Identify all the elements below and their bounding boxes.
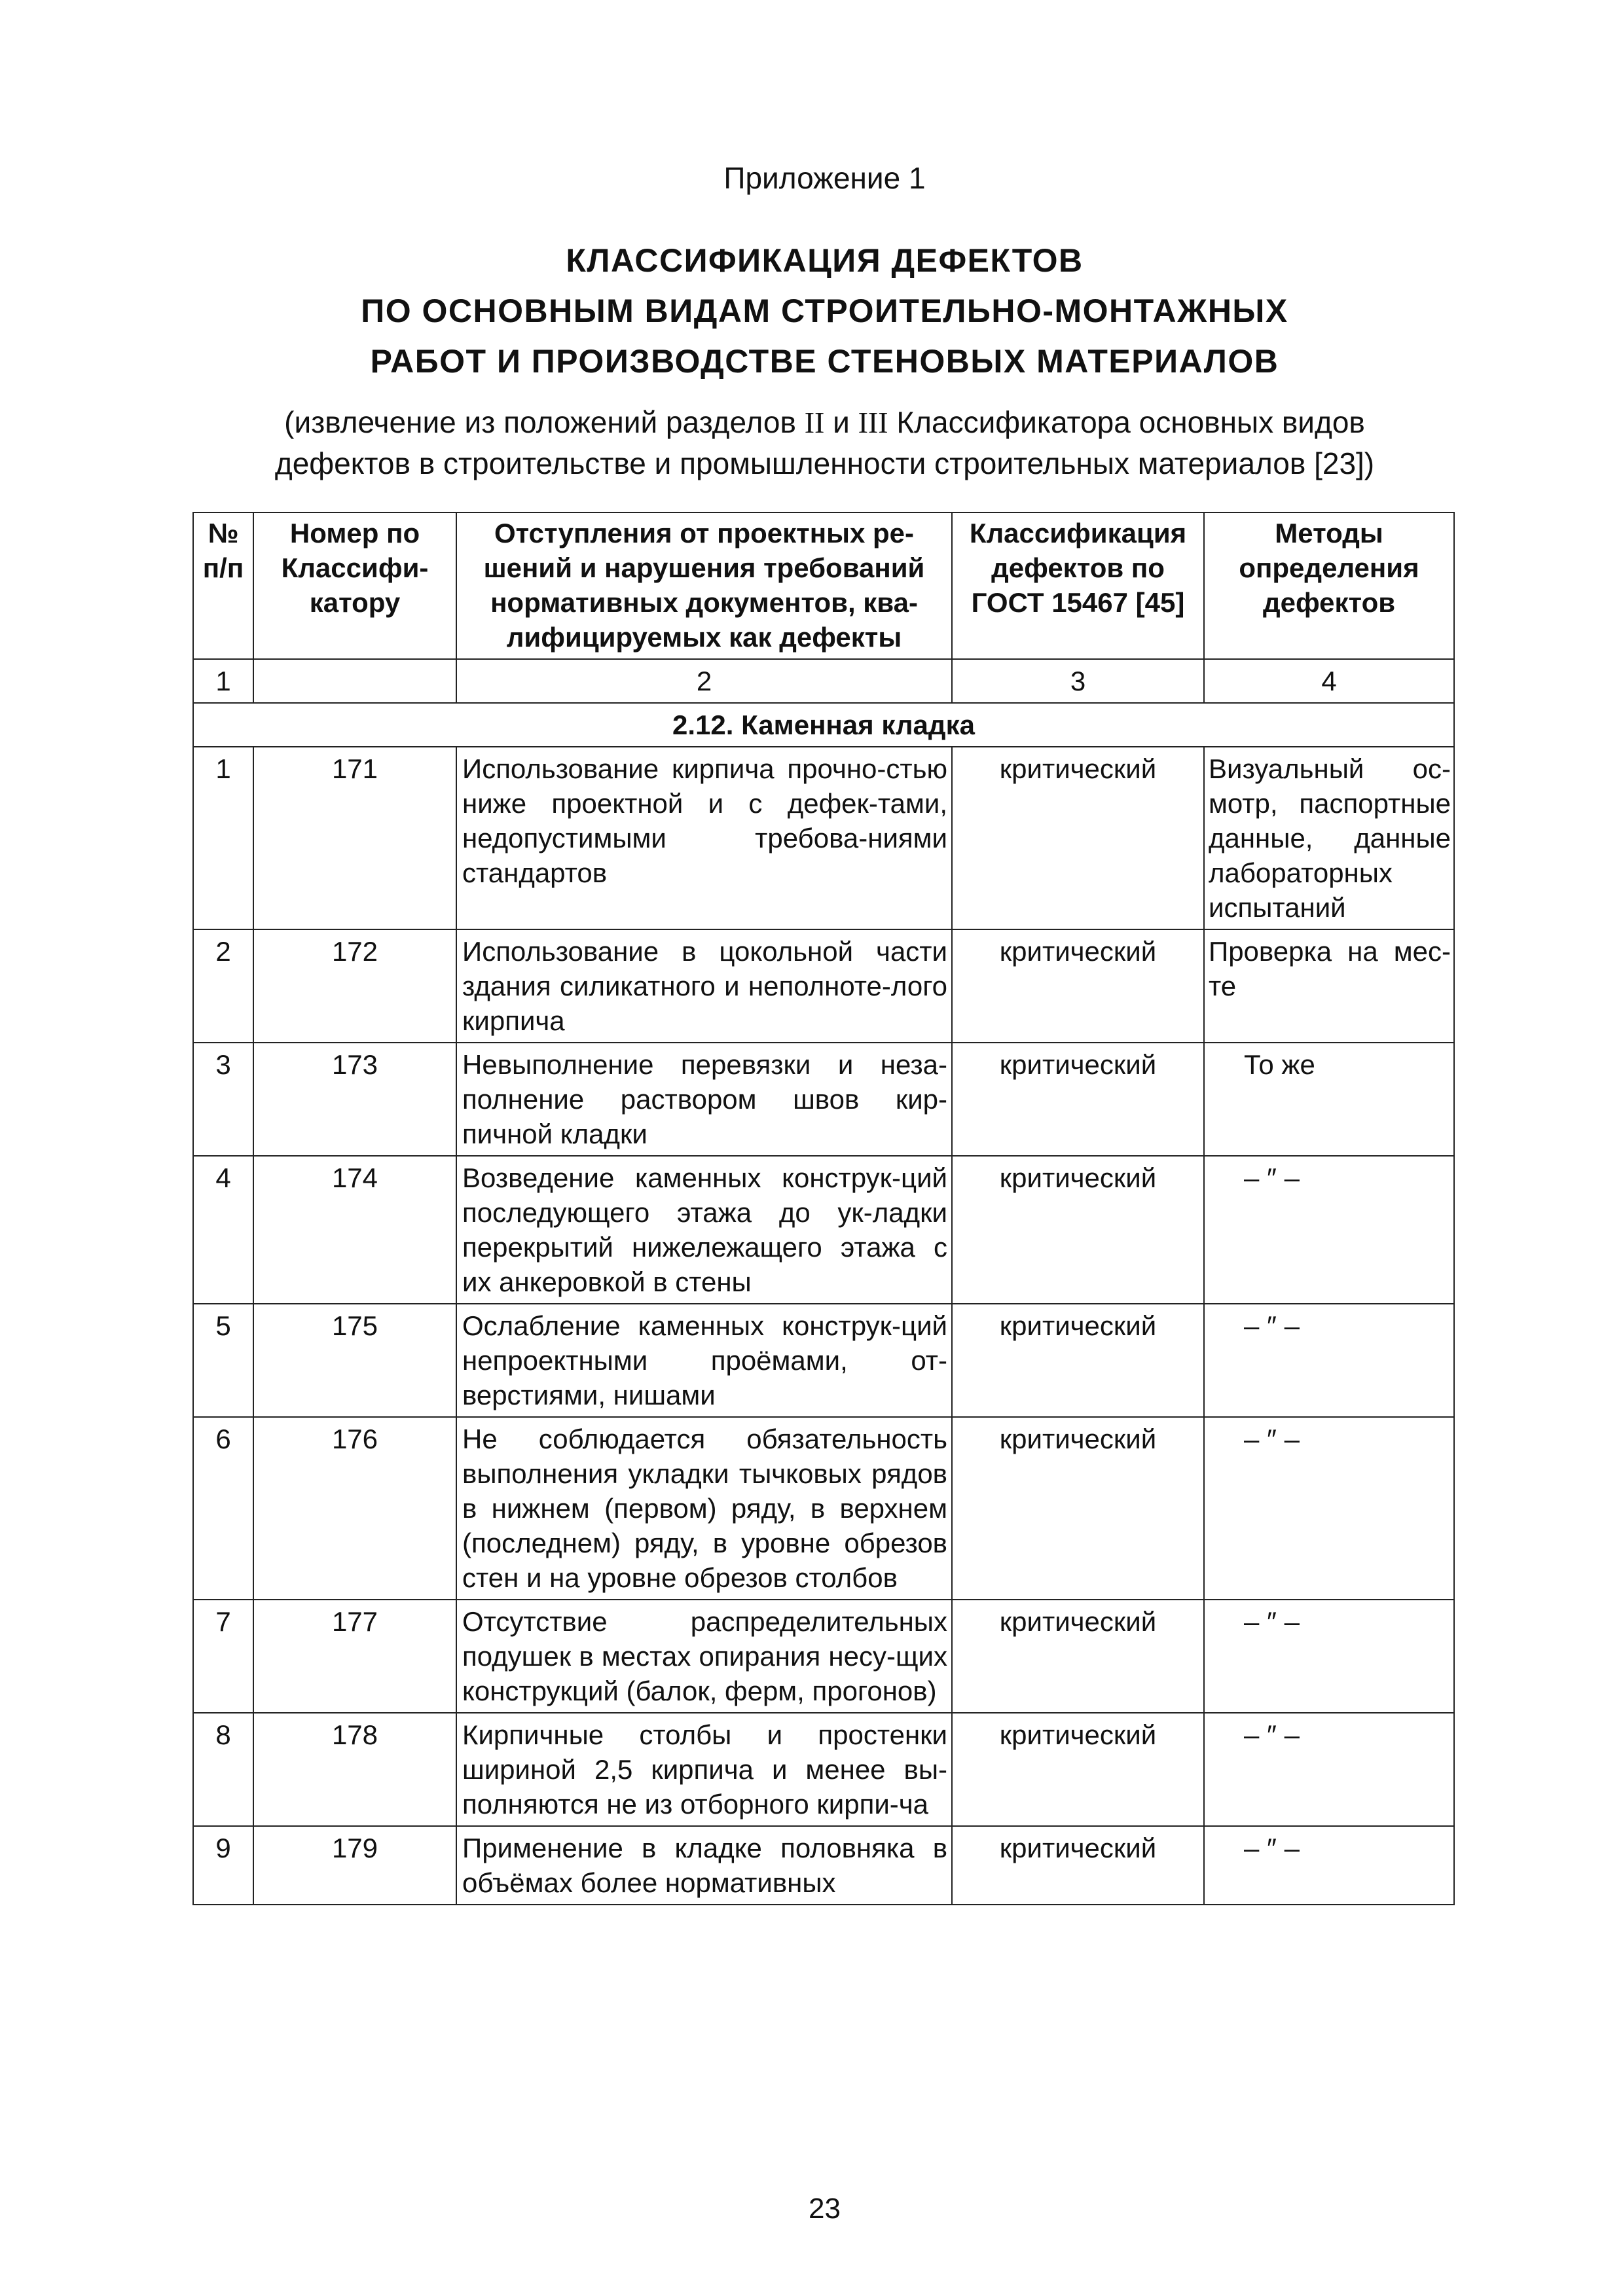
- row-num: 5: [193, 1304, 253, 1417]
- table-row: [193, 1826, 1454, 1905]
- row-method: – ″ –: [1204, 1600, 1454, 1713]
- table-row: [193, 1156, 1454, 1304]
- table-row: [193, 1304, 1454, 1417]
- table-row: [193, 1417, 1454, 1600]
- row-code: 179: [253, 1826, 456, 1905]
- row-classification: критический: [952, 1417, 1204, 1600]
- row-code: 175: [253, 1304, 456, 1417]
- row-classification: критический: [952, 1304, 1204, 1417]
- row-code: 176: [253, 1417, 456, 1600]
- row-num: 4: [193, 1156, 253, 1304]
- column-number: 2: [456, 659, 952, 703]
- row-num: 6: [193, 1417, 253, 1600]
- subtitle-roman-2: II: [804, 406, 825, 439]
- row-classification: критический: [952, 1156, 1204, 1304]
- title-line-3: РАБОТ И ПРОИЗВОДСТВЕ СТЕНОВЫХ МАТЕРИАЛОВ: [370, 343, 1279, 380]
- row-code: 172: [253, 929, 456, 1043]
- document-title: [0, 236, 1623, 387]
- row-description: Кирпичные столбы и простенки шириной 2,5 кирпича и менее вы-полняются не из отборного кирпи-ча: [456, 1713, 952, 1826]
- header-description: Отступления от проектных ре-шений и нарушения требований нормативных документов, ква-лифицируемых как дефекты: [456, 512, 952, 659]
- row-description: Не соблюдается обязательность выполнения укладки тычковых рядов в нижнем (первом) ряду, в верхнем (последнем) ряду, в уровне обрезов стен и на уровне обрезов столбов: [456, 1417, 952, 1600]
- row-classification: критический: [952, 747, 1204, 929]
- row-method: Проверка на мес-те: [1204, 929, 1454, 1043]
- row-classification: критический: [952, 1600, 1204, 1713]
- row-num: 9: [193, 1826, 253, 1905]
- table-row: [193, 929, 1454, 1043]
- row-method: – ″ –: [1204, 1304, 1454, 1417]
- header-num: № п/п: [193, 512, 253, 659]
- row-num: 1: [193, 747, 253, 929]
- row-code: 174: [253, 1156, 456, 1304]
- subtitle-line-2: дефектов в строительстве и промышленности строительных материалов [23]): [274, 446, 1375, 480]
- row-description: Использование в цокольной части здания силикатного и неполноте-лого кирпича: [456, 929, 952, 1043]
- defects-table: [192, 512, 1455, 1905]
- column-number: [253, 659, 456, 703]
- subtitle-text-c: Классификатора основных видов: [888, 405, 1365, 439]
- section-title: 2.12. Каменная кладка: [193, 703, 1454, 747]
- row-description: Ослабление каменных конструк-ций непроектными проёмами, от-верстиями, нишами: [456, 1304, 952, 1417]
- row-code: 173: [253, 1043, 456, 1156]
- row-num: 7: [193, 1600, 253, 1713]
- subtitle-text-a: (извлечение из положений разделов: [284, 405, 805, 439]
- table-row: [193, 1043, 1454, 1156]
- header-row: [193, 512, 1454, 659]
- table-row: [193, 1600, 1454, 1713]
- header-code: Номер по Классифи-катору: [253, 512, 456, 659]
- column-number: 1: [193, 659, 253, 703]
- subtitle-line-1: [26, 402, 1623, 443]
- table-row: [193, 747, 1454, 929]
- row-description: Применение в кладке половняка в объёмах более нормативных: [456, 1826, 952, 1905]
- row-classification: критический: [952, 1826, 1204, 1905]
- column-number: 3: [952, 659, 1204, 703]
- row-method: – ″ –: [1204, 1713, 1454, 1826]
- section-row: [193, 703, 1454, 747]
- row-method: – ″ –: [1204, 1156, 1454, 1304]
- row-code: 178: [253, 1713, 456, 1826]
- row-num: 2: [193, 929, 253, 1043]
- subtitle-text-b: и: [824, 405, 858, 439]
- row-classification: критический: [952, 929, 1204, 1043]
- row-method: – ″ –: [1204, 1826, 1454, 1905]
- row-method: – ″ –: [1204, 1417, 1454, 1600]
- title-line-1: КЛАССИФИКАЦИЯ ДЕФЕКТОВ: [566, 242, 1084, 279]
- row-description: Использование кирпича прочно-стью ниже проектной и с дефек-тами, недопустимыми требова-ниями стандартов: [456, 747, 952, 929]
- row-code: 177: [253, 1600, 456, 1713]
- table-row: [193, 1713, 1454, 1826]
- row-method: То же: [1204, 1043, 1454, 1156]
- row-num: 3: [193, 1043, 253, 1156]
- row-classification: критический: [952, 1043, 1204, 1156]
- row-classification: критический: [952, 1713, 1204, 1826]
- row-description: Отсутствие распределительных подушек в местах опирания несу-щих конструкций (балок, ферм, прогонов): [456, 1600, 952, 1713]
- column-number: 4: [1204, 659, 1454, 703]
- row-description: Возведение каменных конструк-ций последующего этажа до ук-ладки перекрытий нижележащего этажа с их анкеровкой в стены: [456, 1156, 952, 1304]
- appendix-label: Приложение 1: [723, 161, 926, 195]
- row-code: 171: [253, 747, 456, 929]
- row-method: Визуальный ос-мотр, паспортные данные, данные лабораторных испытаний: [1204, 747, 1454, 929]
- subtitle-roman-3: III: [858, 406, 888, 439]
- row-description: Невыполнение перевязки и неза-полнение раствором швов кир-пичной кладки: [456, 1043, 952, 1156]
- document-subtitle: [0, 402, 1623, 484]
- header-classification: Классификация дефектов по ГОСТ 15467 [45]: [952, 512, 1204, 659]
- column-number-row: [193, 659, 1454, 703]
- page-number: 23: [809, 2193, 841, 2225]
- title-line-2: ПО ОСНОВНЫМ ВИДАМ СТРОИТЕЛЬНО-МОНТАЖНЫХ: [361, 293, 1288, 329]
- header-methods: Методы определения дефектов: [1204, 512, 1454, 659]
- row-num: 8: [193, 1713, 253, 1826]
